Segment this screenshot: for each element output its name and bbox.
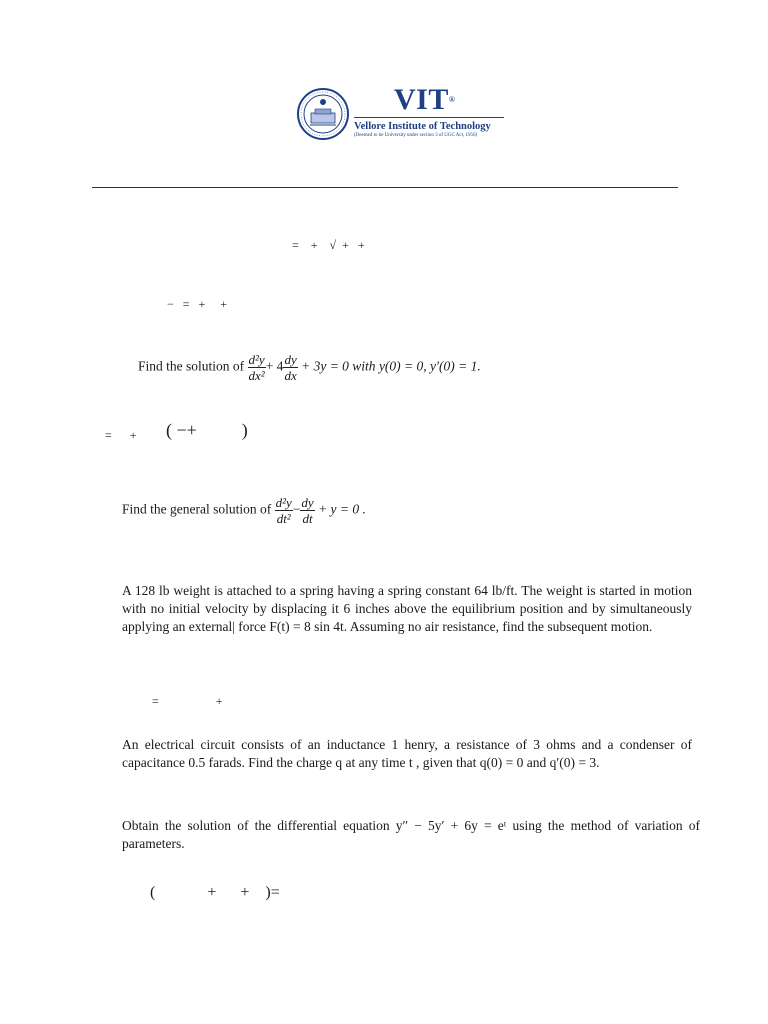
university-seal-icon <box>296 87 350 141</box>
equation-fragment-5: ( + + )= <box>150 884 280 901</box>
question-3: A 128 lb weight is attached to a spring having a spring constant 64 lb/ft. The weight is started in motion with no initial velocity by displacing it 6 inches above the equilibrium position and by simultaneously applying an external| force F(t) = 8 sin 4t. Assuming no air resistance, find the subsequent motion. <box>122 583 692 634</box>
brand-block <box>354 83 504 138</box>
equation-fragment-2: − = + + <box>167 297 228 311</box>
institute-name: Vellore Institute of Technology <box>354 121 491 132</box>
fraction-dy-dt: $\frac{dy}{dt}$ <box>301 495 314 526</box>
question-4: An electrical circuit consists of an inductance 1 henry, a resistance of 3 ohms and a condenser of capacitance 0.5 farads. Find the charge q at any time t , given that q(0) = 0 and q′(0) = 3. <box>122 737 692 770</box>
equation-fragment-1: = + √ + + <box>292 238 365 252</box>
term-4: + 4 <box>265 358 284 374</box>
fraction-d2y-dx2: $\frac{\text{d²y}}{\text{dx²}}$ <box>248 352 265 383</box>
question-2-prefix: Find the general solution of <box>122 501 272 517</box>
fraction-d2y-dt2: $\frac{\text{d²y}}{\text{dt²}}$ <box>275 495 292 526</box>
question-1 <box>138 352 481 383</box>
question-1-prefix: Find the solution of <box>138 358 245 374</box>
header-divider <box>92 187 678 188</box>
fraction-dy-dx: $\frac{dy}{dx}$ <box>284 352 297 383</box>
institute-subtitle: (Deemed to be University under section 3 of UGC Act, 1956) <box>354 133 478 138</box>
question-1-conditions: y(0) = 0, y′(0) = 1. <box>378 358 481 374</box>
equation-fragment-4: = + <box>152 694 223 708</box>
logo-rule <box>354 117 504 118</box>
term-minus: − <box>292 501 301 517</box>
equation-fragment-3: = + <box>105 428 137 442</box>
question-5: Obtain the solution of the differential equation y″ − 5y′ + 6y = eᵗ using the method of variation of parameters. <box>122 818 700 851</box>
question-2 <box>122 495 366 526</box>
equation-fragment-3-parenthesis: ( −+ ) <box>166 420 248 440</box>
logo-wordmark: VIT® <box>394 83 456 116</box>
vit-logo <box>296 83 508 143</box>
question-1-equation-rest: + 3y = 0 with <box>301 358 376 374</box>
question-2-equation-rest: + y = 0 . <box>318 501 366 517</box>
